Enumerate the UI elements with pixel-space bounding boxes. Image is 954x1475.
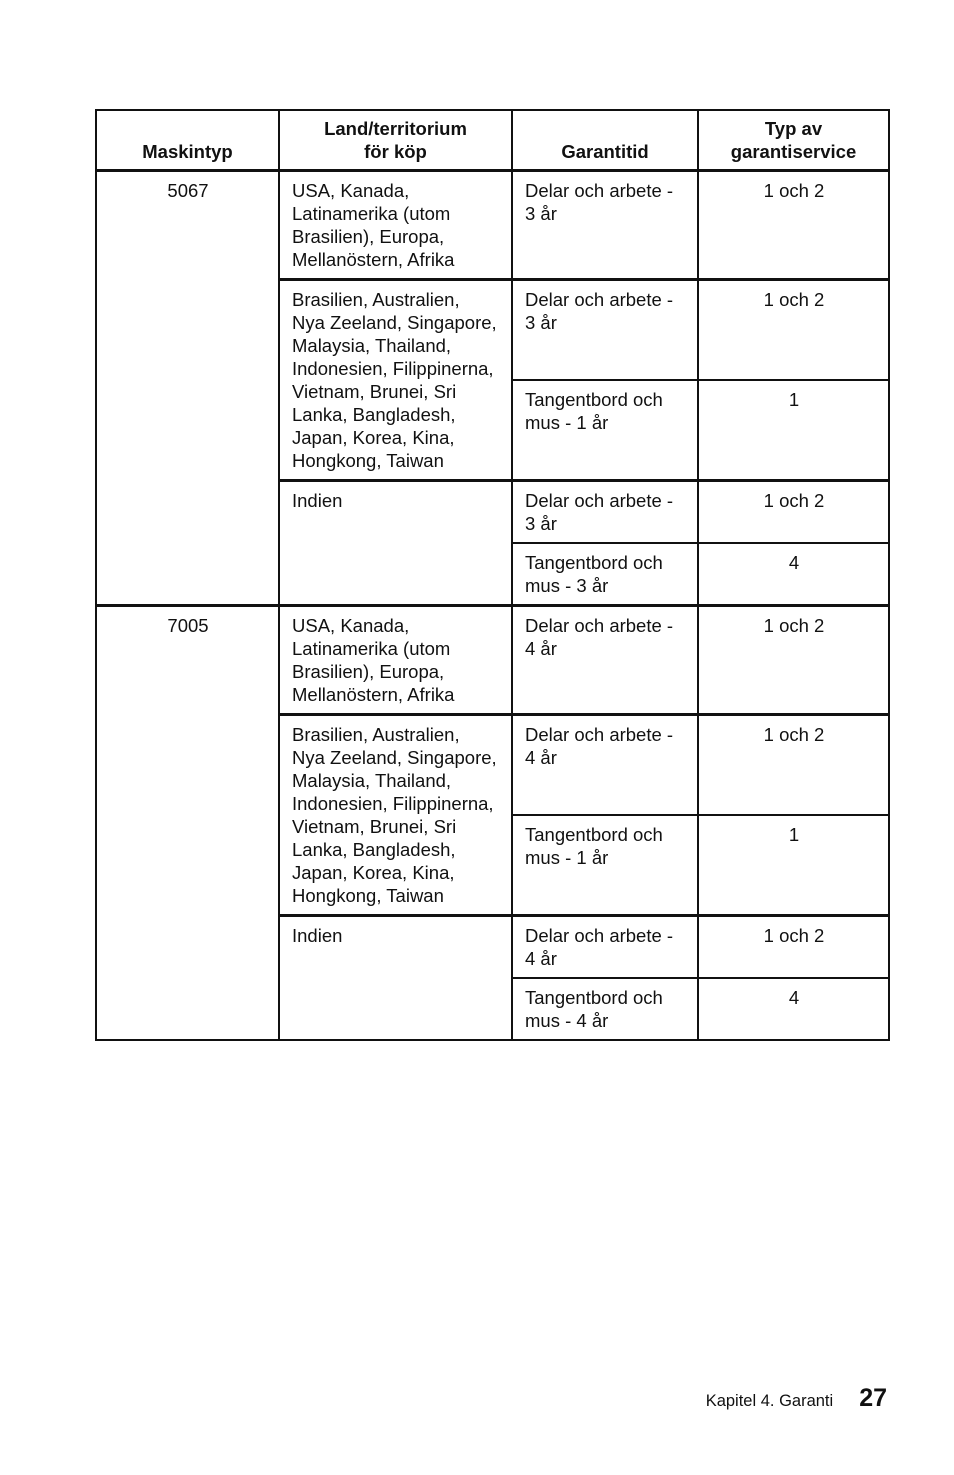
country-cell: Indien	[279, 481, 512, 606]
period-cell: Delar och arbete - 4 år	[512, 916, 698, 979]
warranty-table	[95, 109, 890, 1041]
machine-type-cell: 7005	[96, 606, 279, 1041]
table-header-row	[96, 110, 889, 171]
period-cell: Tangentbord och mus - 1 år	[512, 380, 698, 481]
period-cell: Delar och arbete - 3 år	[512, 171, 698, 280]
service-type-cell: 1 och 2	[698, 481, 889, 544]
header-country: Land/territorium för köp	[279, 110, 512, 171]
service-type-cell: 4	[698, 978, 889, 1040]
period-cell: Tangentbord och mus - 3 år	[512, 543, 698, 606]
chapter-title: Kapitel 4. Garanti	[705, 1392, 834, 1410]
period-cell: Delar och arbete - 3 år	[512, 280, 698, 381]
country-cell: Indien	[279, 916, 512, 1041]
page-number: 27	[859, 1384, 887, 1412]
period-cell: Delar och arbete - 3 år	[512, 481, 698, 544]
country-cell: USA, Kanada, Latinamerika (utom Brasilien), Europa, Mellanöstern, Afrika	[279, 171, 512, 280]
service-type-cell: 1 och 2	[698, 171, 889, 280]
period-cell: Tangentbord och mus - 4 år	[512, 978, 698, 1040]
service-type-cell: 1	[698, 815, 889, 916]
period-cell: Tangentbord och mus - 1 år	[512, 815, 698, 916]
country-cell: Brasilien, Australien, Nya Zeeland, Singapore, Malaysia, Thailand, Indonesien, Filippinerna, Vietnam, Brunei, Sri Lanka, Bangladesh, Japan, Korea, Kina, Hongkong, Taiwan	[279, 715, 512, 916]
service-type-cell: 1 och 2	[698, 715, 889, 816]
page-footer	[706, 1384, 887, 1413]
service-type-cell: 1 och 2	[698, 606, 889, 715]
period-cell: Delar och arbete - 4 år	[512, 715, 698, 816]
table-row	[96, 606, 889, 715]
machine-group-5067	[96, 171, 889, 606]
table-row	[96, 171, 889, 280]
service-type-cell: 1	[698, 380, 889, 481]
header-warranty-period: Garantitid	[512, 110, 698, 171]
period-cell: Delar och arbete - 4 år	[512, 606, 698, 715]
service-type-cell: 4	[698, 543, 889, 606]
service-type-cell: 1 och 2	[698, 280, 889, 381]
machine-type-cell: 5067	[96, 171, 279, 606]
header-service-type: Typ av garantiservice	[698, 110, 889, 171]
header-machine-type: Maskintyp	[96, 110, 279, 171]
country-cell: Brasilien, Australien, Nya Zeeland, Singapore, Malaysia, Thailand, Indonesien, Filippinerna, Vietnam, Brunei, Sri Lanka, Bangladesh, Japan, Korea, Kina, Hongkong, Taiwan	[279, 280, 512, 481]
machine-group-7005	[96, 606, 889, 1041]
country-cell: USA, Kanada, Latinamerika (utom Brasilien), Europa, Mellanöstern, Afrika	[279, 606, 512, 715]
service-type-cell: 1 och 2	[698, 916, 889, 979]
